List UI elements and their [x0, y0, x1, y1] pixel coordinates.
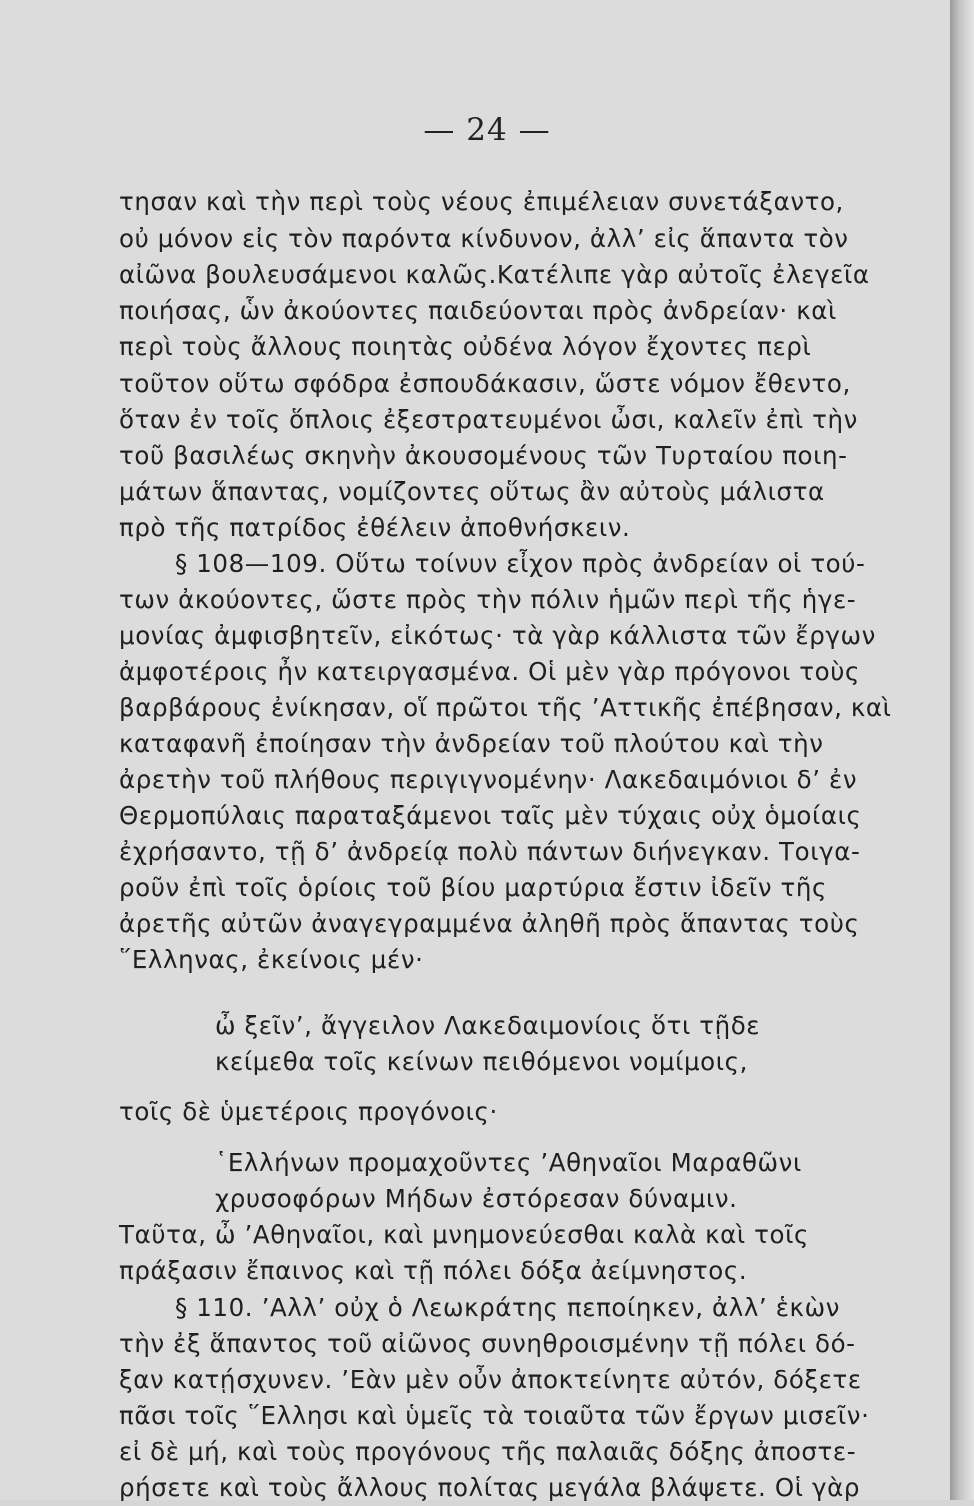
epigram-line-2: κείμεθα τοῖς κείνων πειθόμενοι νομίμοις,	[215, 1047, 749, 1076]
text-line-10: πρὸ τῆς πατρίδος ἐθέλειν ἀποθνήσκειν.	[119, 513, 631, 542]
text-line-18: Θερμοπύλαις παραταξάμενοι ταῖς μὲν τύχαις οὐχ ὁμοίαις	[119, 801, 862, 830]
epigram-line-1: ὦ ξεῖν’, ἄγγειλον Λακεδαιμονίοις ὅτι τῇδε	[215, 1011, 761, 1040]
text-line-32: ξαν κατῄσχυνεν. ’Εὰν μὲν οὖν ἀποκτείνητε αὐτόν, δόξετε	[119, 1365, 862, 1394]
text-line-11: § 108—109. Οὕτω τοίνυν εἶχον πρὸς ἀνδρείαν οἱ τού-	[175, 549, 866, 578]
text-line-34: εἰ δὲ μή, καὶ τοὺς προγόνους τῆς παλαιᾶς δόξης ἀποστε-	[119, 1437, 857, 1466]
text-line-30: § 110. ’Αλλ’ οὐχ ὁ Λεωκράτης πεποίηκεν, ἀλλ’ ἑκὼν	[175, 1293, 840, 1322]
text-line-20: ροῦν ἐπὶ τοῖς ὁρίοις τοῦ βίου μαρτύρια ἔστιν ἰδεῖν τῆς	[119, 873, 827, 902]
epigram-line-3: ῾Ελλήνων προμαχοῦντες ’Αθηναῖοι Μαραθῶνι	[215, 1148, 802, 1177]
text-line-9: μάτων ἅπαντας, νομίζοντες οὕτως ἂν αὐτοὺς μάλιστα	[119, 477, 825, 506]
page-edge-shadow	[950, 0, 974, 1500]
text-line-12: των ἀκούοντες, ὥστε πρὸς τὴν πόλιν ἡμῶν περὶ τῆς ἡγε-	[119, 585, 857, 614]
text-line-31: τὴν ἐξ ἅπαντος τοῦ αἰῶνος συνηθροισμένην τῇ πόλει δό-	[119, 1329, 856, 1358]
text-line-6: τοῦτον οὕτω σφόδρα ἐσπουδάκασιν, ὥστε νόμον ἔθεντο,	[119, 369, 851, 398]
text-line-33: πᾶσι τοῖς ῞Ελλησι καὶ ὑμεῖς τὰ τοιαῦτα τῶν ἔργων μισεῖν·	[119, 1401, 870, 1430]
text-line-17: ἀρετὴν τοῦ πλήθους περιγιγνομένην· Λακεδαιμόνιοι δ’ ἐν	[119, 765, 858, 794]
text-line-14: ἀμφοτέροις ἦν κατειργασμένα. Οἱ μὲν γὰρ πρόγονοι τοὺς	[119, 657, 861, 686]
text-line-1: τησαν καὶ τὴν περὶ τοὺς νέους ἐπιμέλειαν συνετάξαντο,	[119, 187, 844, 216]
text-line-4: ποιήσας, ὧν ἀκούοντες παιδεύονται πρὸς ἀνδρείαν· καὶ	[119, 296, 837, 325]
text-line-25: τοῖς δὲ ὑμετέροις προγόνοις·	[119, 1097, 498, 1126]
text-line-35: ρήσετε καὶ τοὺς ἄλλους πολίτας μεγάλα βλάψετε. Οἱ γὰρ	[119, 1473, 860, 1502]
text-line-7: ὅταν ἐν τοῖς ὅπλοις ἐξεστρατευμένοι ὦσι, καλεῖν ἐπὶ τὴν	[119, 405, 858, 434]
text-line-21: ἀρετῆς αὐτῶν ἀναγεγραμμένα ἀληθῆ πρὸς ἅπαντας τοὺς	[119, 909, 860, 938]
text-line-15: βαρβάρους ἐνίκησαν, οἵ πρῶτοι τῆς ’Αττικῆς ἐπέβησαν, καὶ	[119, 693, 892, 722]
text-line-5: περὶ τοὺς ἄλλους ποιητὰς οὐδένα λόγον ἔχοντες περὶ	[119, 332, 812, 361]
text-line-13: μονίας ἀμφισβητεῖν, εἰκότως· τὰ γὰρ κάλλιστα τῶν ἔργων	[119, 621, 876, 650]
text-line-28: Ταῦτα, ὦ ’Αθηναῖοι, καὶ μνημονεύεσθαι καλὰ καὶ τοῖς	[119, 1220, 809, 1249]
text-line-16: καταφανῆ ἐποίησαν τὴν ἀνδρείαν τοῦ πλούτου καὶ τὴν	[119, 729, 824, 758]
text-line-19: ἐχρήσαντο, τῇ δ’ ἀνδρείᾳ πολὺ πάντων διήνεγκαν. Τοιγα-	[119, 837, 861, 866]
text-line-8: τοῦ βασιλέως σκηνὴν ἀκουσομένους τῶν Τυρταίου ποιη-	[119, 441, 848, 470]
text-line-2: οὐ μόνον εἰς τὸν παρόντα κίνδυνον, ἀλλ’ εἰς ἅπαντα τὸν	[119, 224, 849, 253]
text-line-29: πράξασιν ἔπαινος καὶ τῇ πόλει δόξα ἀείμνηστος.	[119, 1256, 748, 1285]
page-number: — 24 —	[423, 112, 551, 148]
text-line-22: ῞Ελληνας, ἐκείνοις μέν·	[119, 945, 424, 974]
text-line-3: αἰῶνα βουλευσάμενοι καλῶς.Κατέλιπε γὰρ αὐτοῖς ἐλεγεῖα	[119, 260, 870, 289]
epigram-line-4: χρυσοφόρων Μήδων ἐστόρεσαν δύναμιν.	[215, 1184, 738, 1213]
